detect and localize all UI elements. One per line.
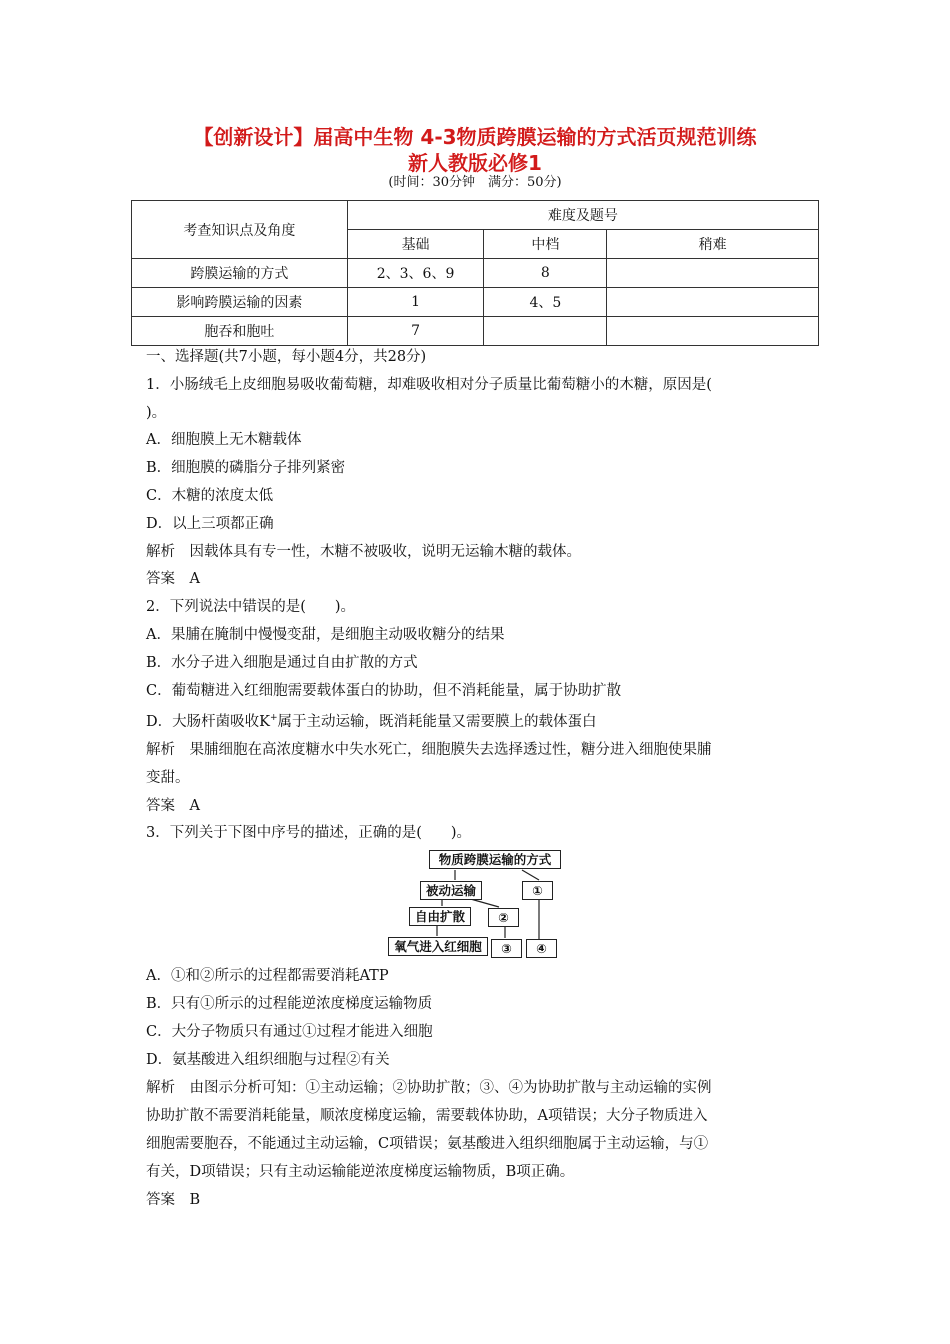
q2-option-d xyxy=(146,705,816,737)
table-cell-mid: 8 xyxy=(484,259,607,288)
q3-stem: 3．下列关于下图中序号的描述，正确的是( )。 xyxy=(146,825,472,842)
q2-analysis-a: 解析 果脯细胞在高浓度糖水中失水死亡，细胞膜失去选择透过性，糖分进入细胞使果脯 xyxy=(146,741,712,758)
q2-stem: 2．下列说法中错误的是( )。 xyxy=(146,599,356,616)
q1-answer: 答案 A xyxy=(146,571,200,588)
exam-time-score: (时间：30分钟 满分：50分) xyxy=(388,175,562,190)
q3-option-d: D．氨基酸进入组织细胞与过程②有关 xyxy=(146,1052,390,1068)
questions-part2 xyxy=(146,962,816,1214)
table-header-topic: 考查知识点及角度 xyxy=(132,201,348,259)
diagram-free-diffusion-box: 自由扩散 xyxy=(409,907,471,926)
table-cell-mid: 4、5 xyxy=(484,288,607,317)
table-cell-mid xyxy=(484,317,607,346)
q3-analysis-4: 有关，D项错误；只有主动运输能逆浓度梯度运输物质，B项正确。 xyxy=(146,1164,575,1180)
q2-answer: 答案 A xyxy=(146,797,200,814)
table-cell-basic: 1 xyxy=(347,288,484,317)
q1-stem-b: )。 xyxy=(146,404,167,421)
q2-option-d-sup: + xyxy=(269,713,278,724)
q1-option-b: B．细胞膜的磷脂分子排列紧密 xyxy=(146,460,346,477)
q1-stem-a: 1．小肠绒毛上皮细胞易吸收葡萄糖，却难吸收相对分子质量比葡萄糖小的木糖，原因是( xyxy=(146,376,712,393)
table-cell-hard xyxy=(607,317,819,346)
q3-option-b: B．只有①所示的过程能逆浓度梯度运输物质 xyxy=(146,996,433,1012)
table-cell-basic: 2、3、6、9 xyxy=(347,259,484,288)
q1-option-a: A．细胞膜上无木糖载体 xyxy=(146,432,302,449)
document-title-line1: 【创新设计】届高中生物 4-3物质跨膜运输的方式活页规范训练 xyxy=(193,125,757,149)
q2-option-b: B．水分子进入细胞是通过自由扩散的方式 xyxy=(146,654,418,671)
q3-option-c: C．大分子物质只有通过①过程才能进入细胞 xyxy=(146,1024,433,1040)
document-title-line2: 新人教版必修1 xyxy=(408,151,542,175)
q3-analysis-3: 细胞需要胞吞，不能通过主动运输，C项错误；氨基酸进入组织细胞属于主动运输，与① xyxy=(146,1136,709,1152)
table-cell-topic: 跨膜运输的方式 xyxy=(132,259,348,288)
diagram-node-4: ④ xyxy=(526,939,557,958)
q3-analysis-1: 解析 由图示分析可知：①主动运输；②协助扩散；③、④为协助扩散与主动运输的实例 xyxy=(146,1080,712,1096)
table-cell-topic: 胞吞和胞吐 xyxy=(132,317,348,346)
q3-answer: 答案 B xyxy=(146,1192,201,1208)
diagram-node-3: ③ xyxy=(491,939,522,958)
table-cell-hard xyxy=(607,259,819,288)
table-level-mid: 中档 xyxy=(484,230,607,259)
diagram-oxygen-box: 氧气进入红细胞 xyxy=(388,937,488,956)
diagram-node-1: ① xyxy=(522,881,553,900)
q2-option-d-pre: D．大肠杆菌吸收K xyxy=(146,714,270,731)
q2-option-c: C．葡萄糖进入红细胞需要载体蛋白的协助，但不消耗能量，属于协助扩散 xyxy=(146,682,622,699)
table-cell-hard xyxy=(607,288,819,317)
q1-analysis: 解析 因载体具有专一性，木糖不被吸收，说明无运输木糖的载体。 xyxy=(146,543,581,560)
table-cell-basic: 7 xyxy=(347,317,484,346)
table-row xyxy=(132,288,819,317)
diagram-passive-box: 被动运输 xyxy=(420,881,482,900)
q2-option-d-post: 属于主动运输，既消耗能量又需要膜上的载体蛋白 xyxy=(277,714,597,731)
knowledge-difficulty-table xyxy=(131,200,819,346)
q1-option-d: D．以上三项都正确 xyxy=(146,515,274,532)
table-level-hard: 稍难 xyxy=(607,230,819,259)
q1-option-c: C．木糖的浓度太低 xyxy=(146,487,274,504)
section-heading: 一、选择题(共7小题，每小题4分，共28分) xyxy=(146,349,427,365)
questions-part1 xyxy=(146,344,816,848)
diagram-root-box: 物质跨膜运输的方式 xyxy=(429,850,561,869)
q2-option-a: A．果脯在腌制中慢慢变甜，是细胞主动吸收糖分的结果 xyxy=(146,626,505,643)
table-row xyxy=(132,259,819,288)
q3-analysis-2: 协助扩散不需要消耗能量，顺浓度梯度运输，需要载体协助，A项错误；大分子物质进入 xyxy=(146,1108,708,1124)
q3-option-a: A．①和②所示的过程都需要消耗ATP xyxy=(146,968,389,984)
table-row xyxy=(132,317,819,346)
table-cell-topic: 影响跨膜运输的因素 xyxy=(132,288,348,317)
q2-analysis-b: 变甜。 xyxy=(146,769,190,786)
diagram-node-2: ② xyxy=(488,908,519,927)
transport-methods-diagram xyxy=(387,848,562,958)
table-level-basic: 基础 xyxy=(347,230,484,259)
table-header-difficulty: 难度及题号 xyxy=(347,201,818,230)
